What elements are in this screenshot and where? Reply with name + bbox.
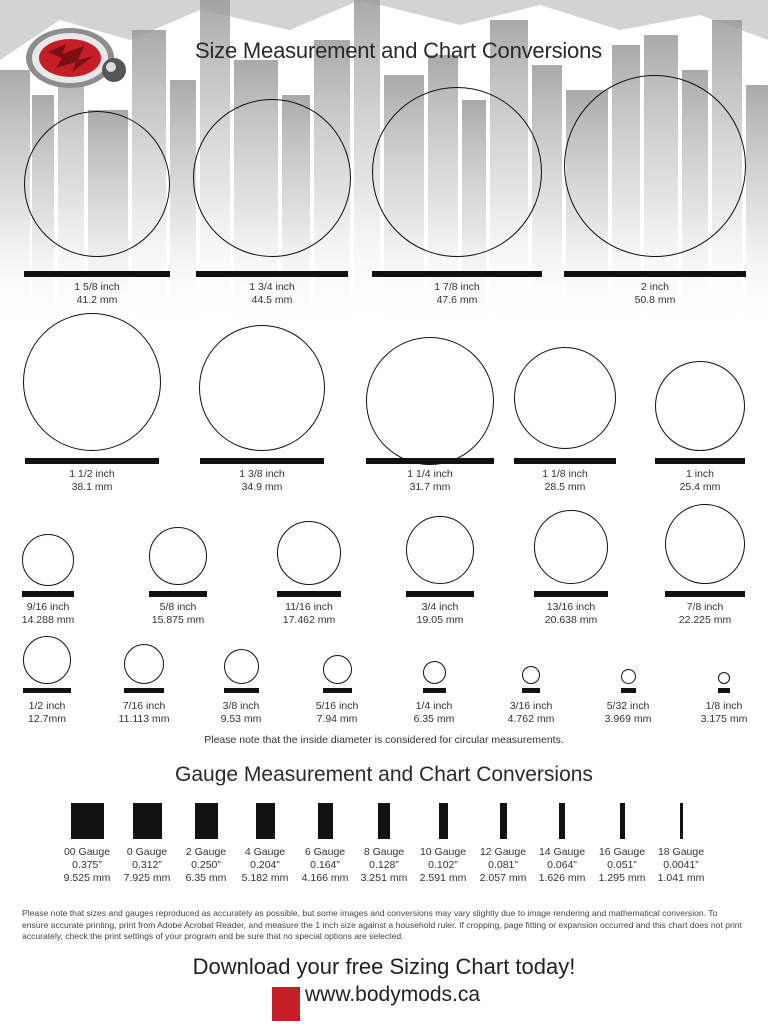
gauge-name: 16 Gauge (598, 846, 646, 858)
gauge-thickness-bar (71, 803, 104, 839)
ring-circle (23, 636, 71, 684)
gauge-inch: 0.081” (488, 859, 518, 871)
ring-size-inch: 5/8 inch (159, 601, 197, 613)
gauge-thickness-bar (680, 803, 683, 839)
ring-size-mm: 15.875 mm (151, 614, 205, 626)
gauge-mm: 4.166 mm (301, 872, 349, 884)
ring-circle (22, 534, 74, 586)
ring-size-inch: 7/8 inch (686, 601, 724, 613)
ring-size-bar (514, 458, 616, 464)
gauge-label (641, 846, 721, 885)
ring-size-inch: 3/8 inch (222, 700, 260, 712)
gauge-name: 2 Gauge (185, 846, 227, 858)
gauge-thickness-bar (439, 803, 448, 839)
ring-circle (655, 361, 745, 451)
ring-circle (224, 649, 259, 684)
ring-size-inch: 1 3/4 inch (249, 281, 295, 293)
ring-size-label (370, 601, 510, 627)
gauge-name: 10 Gauge (419, 846, 467, 858)
ring-size-inch: 13/16 inch (546, 601, 596, 613)
ring-size-inch: 3/4 inch (421, 601, 459, 613)
gauge-mm: 9.525 mm (63, 872, 111, 884)
ring-size-inch: 1/8 inch (705, 700, 743, 712)
ring-size-mm: 17.462 mm (282, 614, 336, 626)
ring-size-bar (655, 458, 745, 464)
ring-size-bar (224, 688, 259, 693)
ring-size-inch: 1 inch (685, 468, 715, 480)
ring-size-bar (25, 458, 159, 464)
page-title: Size Measurement and Chart Conversions (195, 38, 602, 63)
gauge-inch: 0.064” (547, 859, 577, 871)
gauge-inch: 0.250” (191, 859, 221, 871)
ring-size-mm: 25.4 mm (679, 481, 721, 493)
ring-size-bar (564, 271, 746, 277)
ring-size-label (387, 281, 527, 307)
ring-circle (564, 75, 746, 257)
gauge-thickness-bar (318, 803, 333, 839)
gauge-name: 18 Gauge (657, 846, 705, 858)
ring-size-mm: 3.969 mm (604, 713, 652, 725)
download-call-to-action: Download your free Sizing Chart today! (192, 954, 576, 979)
gauge-inch: 0.051” (607, 859, 637, 871)
ring-size-bar (124, 688, 164, 693)
ring-size-bar (24, 271, 170, 277)
ring-size-mm: 19.05 mm (416, 614, 464, 626)
ring-size-bar (522, 688, 540, 693)
gauge-section-title: Gauge Measurement and Chart Conversions (175, 763, 593, 786)
ring-size-mm: 41.2 mm (76, 294, 118, 306)
ring-size-inch: 1 5/8 inch (74, 281, 120, 293)
ring-size-inch: 1 3/8 inch (239, 468, 285, 480)
ring-size-mm: 14.288 mm (21, 614, 75, 626)
ring-size-label (360, 468, 500, 494)
ring-circle (23, 313, 161, 451)
ring-size-label (27, 281, 167, 307)
website-url[interactable]: www.bodymods.ca (305, 983, 481, 1006)
ring-size-label (654, 700, 768, 726)
gauge-name: 8 Gauge (363, 846, 405, 858)
ring-size-inch: 1 1/2 inch (69, 468, 115, 480)
ring-size-inch: 9/16 inch (26, 601, 70, 613)
ring-size-label (585, 281, 725, 307)
ring-circle (514, 347, 616, 449)
ring-size-label (108, 601, 248, 627)
ring-size-bar (22, 591, 74, 597)
ring-size-label (202, 281, 342, 307)
gauge-thickness-bar (559, 803, 565, 839)
ring-size-bar (372, 271, 542, 277)
ring-size-mm: 9.53 mm (220, 713, 262, 725)
ring-size-label (635, 601, 768, 627)
ring-circle (522, 666, 540, 684)
inside-diameter-note: Please note that the inside diameter is considered for circular measurements. (204, 734, 564, 746)
gauge-mm: 5.182 mm (241, 872, 289, 884)
ring-size-bar (323, 688, 352, 693)
gauge-mm: 2.591 mm (419, 872, 467, 884)
gauge-name: 4 Gauge (244, 846, 286, 858)
gauge-mm: 1.041 mm (657, 872, 705, 884)
ring-circle (534, 510, 608, 584)
gauge-thickness-bar (620, 803, 625, 839)
gauge-name: 6 Gauge (304, 846, 346, 858)
ring-circle (149, 527, 207, 585)
ring-circle (277, 521, 341, 585)
ring-size-mm: 50.8 mm (634, 294, 676, 306)
gauge-mm: 6.35 mm (185, 872, 227, 884)
ring-circle (124, 644, 164, 684)
ring-size-mm: 12.7mm (28, 713, 66, 725)
gauge-thickness-bar (378, 803, 390, 839)
ring-circle (193, 99, 351, 257)
ring-size-bar (200, 458, 324, 464)
ring-size-inch: 1 1/8 inch (542, 468, 588, 480)
ring-size-bar (534, 591, 608, 597)
ring-size-mm: 22.225 mm (678, 614, 732, 626)
ring-circle (423, 661, 446, 684)
ring-size-label (630, 468, 768, 494)
gauge-thickness-bar (133, 803, 162, 839)
ring-size-mm: 34.9 mm (241, 481, 283, 493)
gauge-thickness-bar (256, 803, 275, 839)
ring-size-inch: 2 inch (640, 281, 670, 293)
gauge-mm: 7.925 mm (123, 872, 171, 884)
gauge-inch: 0.0041” (663, 859, 699, 871)
ring-size-label (22, 468, 162, 494)
ring-size-bar (149, 591, 207, 597)
ring-size-mm: 3.175 mm (700, 713, 748, 725)
ring-size-bar (277, 591, 341, 597)
red-square-icon (272, 987, 300, 1021)
ring-size-mm: 11.113 mm (118, 713, 170, 725)
bodymods-ring-logo-icon (22, 22, 132, 100)
ring-size-bar (621, 688, 636, 693)
gauge-inch: 0.128” (369, 859, 399, 871)
ring-circle (718, 672, 730, 684)
ring-size-mm: 44.5 mm (251, 294, 293, 306)
ring-size-inch: 5/16 inch (315, 700, 359, 712)
ring-size-bar (665, 591, 745, 597)
gauge-mm: 2.057 mm (479, 872, 527, 884)
ring-size-bar (423, 688, 446, 693)
ring-size-label (0, 601, 118, 627)
ring-size-label (192, 468, 332, 494)
ring-size-inch: 1 1/4 inch (407, 468, 453, 480)
ring-circle (665, 504, 745, 584)
gauge-mm: 1.626 mm (538, 872, 586, 884)
ring-circle (621, 669, 636, 684)
ring-size-inch: 1 7/8 inch (434, 281, 480, 293)
gauge-name: 00 Gauge (63, 846, 111, 858)
ring-circle (372, 87, 542, 257)
ring-size-bar (406, 591, 474, 597)
gauge-inch: 0.102” (428, 859, 458, 871)
gauge-thickness-bar (500, 803, 507, 839)
ring-circle (406, 516, 474, 584)
ring-size-bar (366, 458, 494, 464)
ring-size-inch: 7/16 inch (122, 700, 166, 712)
gauge-name: 12 Gauge (479, 846, 527, 858)
accuracy-disclaimer: Please note that sizes and gauges reproduced as accurately as possible, but some images and conversions may vary slightly due to image rendering and mathematical conversion. To ensure accurate printing, print from Adobe Acrobat Reader, and measure the 1 inch size against a household ruler. If cropping, page fitting or expansion occurred and this chart does not print accurately, check the print settings of your program and be sure that no special options are selected. (22, 908, 742, 941)
gauge-mm: 1.295 mm (598, 872, 646, 884)
ring-size-inch: 1/2 inch (28, 700, 66, 712)
gauge-inch: 0.164” (310, 859, 340, 871)
ring-size-label (501, 601, 641, 627)
ring-size-label (495, 468, 635, 494)
ring-size-bar (718, 688, 730, 693)
ring-size-mm: 7.94 mm (316, 713, 358, 725)
gauge-inch: 0.375” (72, 859, 102, 871)
ring-size-bar (196, 271, 348, 277)
ring-size-label (239, 601, 379, 627)
ring-circle (199, 325, 325, 451)
ring-size-inch: 3/16 inch (509, 700, 553, 712)
gauge-name: 14 Gauge (538, 846, 586, 858)
ring-size-mm: 20.638 mm (544, 614, 598, 626)
ring-size-inch: 5/32 inch (606, 700, 650, 712)
ring-size-mm: 4.762 mm (507, 713, 555, 725)
ring-size-mm: 31.7 mm (409, 481, 451, 493)
ring-size-mm: 6.35 mm (413, 713, 455, 725)
ring-size-mm: 28.5 mm (544, 481, 586, 493)
ring-size-inch: 1/4 inch (415, 700, 453, 712)
ring-size-inch: 11/16 inch (285, 601, 333, 613)
gauge-thickness-bar (195, 803, 218, 839)
ring-circle (366, 337, 494, 465)
ring-size-mm: 38.1 mm (71, 481, 113, 493)
gauge-name: 0 Gauge (126, 846, 168, 858)
gauge-inch: 0.312” (132, 859, 162, 871)
gauge-inch: 0.204” (250, 859, 280, 871)
gauge-mm: 3.251 mm (360, 872, 408, 884)
ring-circle (24, 111, 170, 257)
ring-size-mm: 47.6 mm (436, 294, 478, 306)
ring-circle (323, 655, 352, 684)
ring-size-bar (23, 688, 71, 693)
